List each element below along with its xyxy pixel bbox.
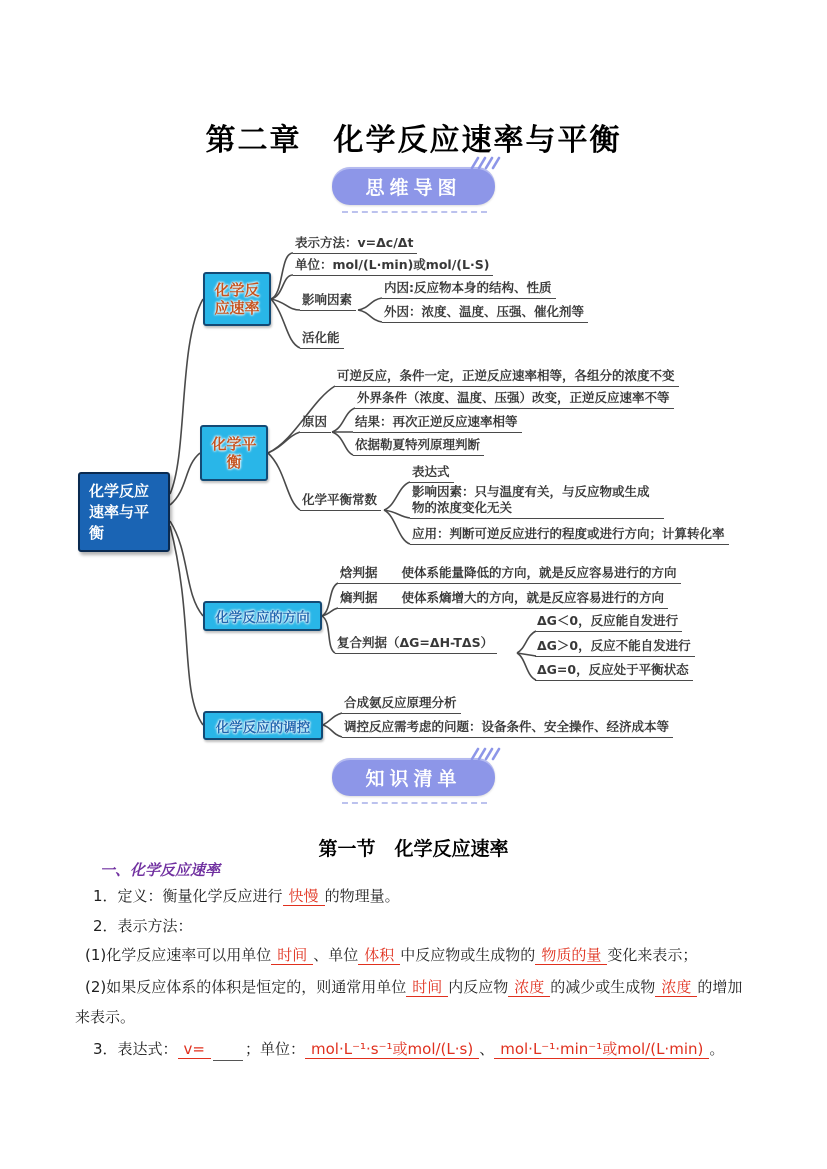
blank-unit-seconds: mol·L⁻¹·s⁻¹或mol/(L·s) — [305, 1040, 479, 1059]
blank-empty — [213, 1046, 243, 1061]
mind-item-unit: 单位：mol/(L·min)或mol/(L·S) — [293, 257, 493, 276]
mind-item-k-expression: 表达式 — [410, 464, 454, 483]
text-segment: 。 — [709, 1040, 725, 1058]
knowledge-badge-label: 知识清单 — [365, 767, 462, 790]
mind-item-enthalpy-criterion — [338, 565, 681, 584]
knowledge-badge — [332, 758, 495, 796]
mindmap-badge — [332, 167, 495, 205]
mind-item-k-label: 化学平衡常数 — [300, 492, 381, 511]
speed-lines-icon — [469, 154, 503, 170]
mind-item-dg-zero: ΔG=0，反应处于平衡状态 — [535, 662, 693, 681]
mind-item-reason-2: 结果：再次正逆反应速率相等 — [353, 414, 522, 433]
text-segment: 1．定义：衡量化学反应进行 — [93, 887, 283, 905]
blank-amount-of-substance: 物质的量 — [535, 946, 607, 965]
blank-time: 时间 — [271, 946, 313, 965]
text-segment: 的物理量。 — [324, 887, 400, 905]
paragraph-method-2-cont: 来表示。 — [75, 1008, 136, 1026]
mindmap-diagram — [60, 228, 775, 758]
text-segment: 、 — [479, 1040, 495, 1058]
branch-node-regulation: 化学反应的调控 — [203, 711, 323, 740]
branch-node-direction: 化学反应的方向 — [203, 601, 322, 631]
section-heading: 第一节 化学反应速率 — [318, 837, 509, 860]
enthalpy-text: 使体系能量降低的方向，就是反应容易进行的方向 — [401, 565, 677, 580]
mind-item-ammonia-analysis: 合成氨反应原理分析 — [342, 695, 461, 714]
blank-volume: 体积 — [358, 946, 400, 965]
speed-lines-icon — [469, 745, 503, 761]
badge-dash-line — [342, 802, 487, 804]
mind-item-factors-label: 影响因素 — [300, 292, 356, 311]
mind-item-k-factors: 影响因素：只与温度有关，与反应物或生成物的浓度变化无关 — [410, 484, 664, 519]
blank-concentration-2: 浓度 — [655, 978, 697, 997]
page-title: 第二章 化学反应速率与平衡 — [205, 123, 622, 159]
text-segment: 、单位 — [313, 946, 359, 964]
paragraph-definition — [93, 885, 400, 907]
mind-item-equilibrium-definition: 可逆反应，条件一定，正逆反应速率相等，各组分的浓度不变 — [335, 368, 679, 387]
subsection-title: 一、化学反应速率 — [100, 861, 221, 879]
text-segment: (2)如果反应体系的体积是恒定的，则通常用单位 — [85, 978, 407, 996]
mind-item-reason-label: 原因 — [300, 414, 331, 433]
mind-item-method: 表示方法：v=Δc/Δt — [293, 235, 417, 254]
mind-item-external-cause: 外因：浓度、温度、压强、催化剂等 — [382, 304, 588, 323]
paragraph-method-1 — [85, 944, 697, 966]
branch-node-equilibrium: 化学平衡 — [200, 425, 268, 481]
blank-definition: 快慢 — [283, 887, 325, 906]
text-segment: (1)化学反应速率可以用单位 — [85, 946, 272, 964]
paragraph-representation: 2．表示方法： — [93, 917, 193, 935]
mind-item-entropy-criterion — [338, 590, 668, 609]
mind-item-regulation-concerns: 调控反应需考虑的问题：设备条件、安全操作、经济成本等 — [342, 719, 673, 738]
mind-item-reason-1: 外界条件（浓度、温度、压强）改变，正逆反应速率不等 — [355, 390, 674, 409]
mind-item-composite-criterion: 复合判据（ΔG=ΔH-TΔS） — [335, 635, 497, 654]
mindmap-badge-label: 思维导图 — [365, 176, 462, 199]
mind-item-internal-cause: 内因:反应物本身的结构、性质 — [382, 280, 556, 299]
blank-v-equals: v= — [178, 1040, 211, 1059]
mind-item-dg-positive: ΔG＞0，反应不能自发进行 — [535, 638, 695, 657]
text-segment: 内反应物 — [448, 978, 509, 996]
text-segment: 中反应物或生成物的 — [400, 946, 536, 964]
entropy-label: 熵判据 — [340, 590, 378, 605]
text-segment: ；单位： — [245, 1040, 306, 1058]
mind-item-reason-3: 依据勒夏特列原理判断 — [353, 437, 484, 456]
mind-item-dg-negative: ΔG＜0，反应能自发进行 — [535, 613, 682, 632]
badge-dash-line — [342, 211, 487, 213]
enthalpy-label: 焓判据 — [340, 565, 378, 580]
blank-unit-minutes: mol·L⁻¹·min⁻¹或mol/(L·min) — [494, 1040, 709, 1059]
blank-concentration-1: 浓度 — [508, 978, 550, 997]
mind-item-k-application: 应用：判断可逆反应进行的程度或进行方向；计算转化率 — [410, 526, 729, 545]
text-segment: 3．表达式： — [93, 1040, 178, 1058]
paragraph-expression — [93, 1038, 724, 1061]
mind-item-activation-energy: 活化能 — [300, 330, 344, 349]
text-segment: 的增加 — [697, 978, 743, 996]
text-segment: 变化来表示； — [607, 946, 698, 964]
branch-node-reaction-rate: 化学反应速率 — [203, 272, 271, 326]
blank-time-2: 时间 — [406, 978, 448, 997]
text-segment: 的减少或生成物 — [550, 978, 656, 996]
paragraph-method-2 — [85, 976, 742, 998]
root-node: 化学反应速率与平衡 — [78, 472, 170, 552]
entropy-text: 使体系熵增大的方向，就是反应容易进行的方向 — [401, 590, 665, 605]
